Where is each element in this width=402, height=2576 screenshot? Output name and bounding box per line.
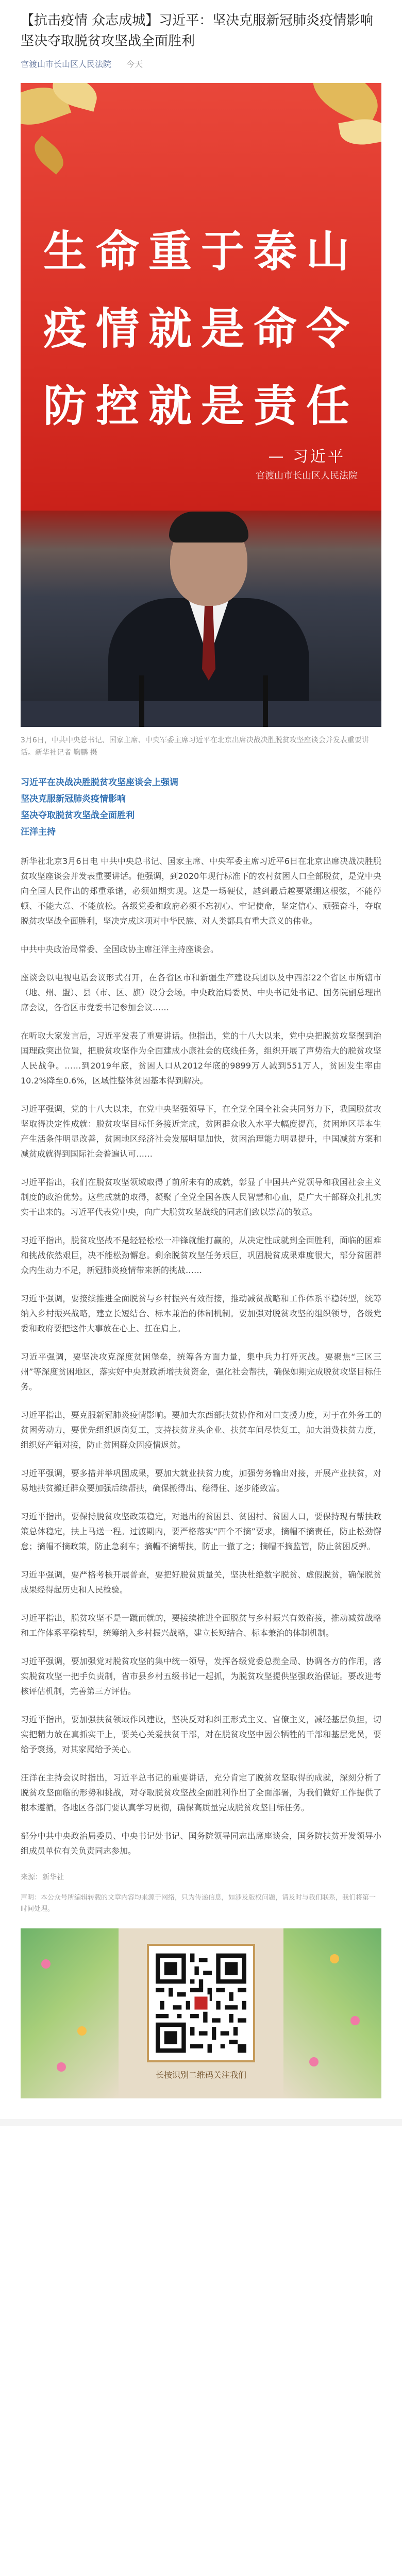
body-paragraph: 习近平指出，要克服新冠肺炎疫情影响。要加大东西部扶贫协作和对口支援力度，对于在外务工的贫困劳动力，要优先组织返岗复工，支持扶贫龙头企业、扶贫车间尽快复工，加大消费扶贫力度，组织好产销对接，防止贫困群众因疫情返贫。 bbox=[21, 1410, 381, 1450]
qr-code[interactable] bbox=[147, 1944, 255, 2062]
body-paragraph: 习近平指出，脱贫攻坚战不是轻轻松松一冲锋就能打赢的，从决定性成就到全面胜利，面临的困难和挑战依然艰巨，决不能松劲懈怠。剩余脱贫攻坚任务艰巨，巩固脱贫成果难度很大，部分贫困群众内生动力不足，新冠肺炎疫情带来新的挑战…… bbox=[21, 1235, 381, 1275]
leaf-decoration bbox=[28, 135, 69, 175]
body-paragraph: 习近平指出，我们在脱贫攻坚领域取得了前所未有的成就，彰显了中国共产党领导和我国社会主义制度的政治优势。这些成就的取得，凝聚了全党全国各族人民智慧和心血，是广大干部群众扎扎实实干出来的。习近平代表党中央，向广大脱贫攻坚战线的同志们致以崇高的敬意。 bbox=[21, 1177, 381, 1217]
microphone-icon bbox=[263, 675, 268, 727]
body-paragraph: 中共中央政治局常委、全国政协主席汪洋主持座谈会。 bbox=[21, 944, 219, 954]
article-title: 【抗击疫情 众志成城】习近平：坚决克服新冠肺炎疫情影响 坚决夺取脱贫攻坚战全面胜利 bbox=[21, 13, 374, 49]
flower-decoration bbox=[77, 2026, 87, 2036]
body-paragraph: 习近平强调，要严格考核开展普查，要把好脱贫质量关，坚决杜绝数字脱贫、虚假脱贫，确保脱贫成果经得起历史和人民检验。 bbox=[21, 1570, 381, 1595]
hero-slogan-line-3: 防控就是责任 bbox=[43, 381, 359, 431]
article-meta bbox=[21, 58, 381, 70]
microphone-icon bbox=[139, 675, 144, 727]
headline-1: 习近平在决战决胜脱贫攻坚座谈会上强调 bbox=[21, 777, 178, 788]
meeting-desk bbox=[21, 701, 381, 727]
body-paragraph: 习近平强调，要加强党对脱贫攻坚的集中统一领导，发挥各级党委总揽全局、协调各方的作用，落实脱贫攻坚一把手负责制，省市县乡村五级书记一起抓，为脱贫攻坚提供坚强政治保证。要改进考核评估机制，完善第三方评估。 bbox=[21, 1656, 381, 1696]
page-footer-bar bbox=[0, 2119, 402, 2126]
body-paragraph: 在听取大家发言后，习近平发表了重要讲话。他指出，党的十八大以来，党中央把脱贫攻坚摆到治国理政突出位置，把脱贫攻坚作为全面建成小康社会的底线任务，组织开展了声势浩大的脱贫攻坚人民战争。……到2019年底，贫困人口从2012年底的9899万人减到551万人，贫困发生率由10.2%降至0.6%，区域性整体贫困基本得到解决。 bbox=[21, 1031, 381, 1086]
publish-date: 今天 bbox=[126, 59, 143, 69]
body-paragraph: 习近平指出，要保持脱贫攻坚政策稳定，对退出的贫困县、贫困村、贫困人口，要保持现有帮扶政策总体稳定，扶上马送一程。过渡期内，要严格落实“四个不摘”要求，摘帽不摘责任，防止松劲懈怠；摘帽不摘政策，防止急刹车；摘帽不摘帮扶，防止一撤了之；摘帽不摘监管，防止贫困反弹。 bbox=[21, 1512, 381, 1551]
account-name-link[interactable]: 官渡山市长山区人民法院 bbox=[21, 59, 112, 69]
body-paragraph: 习近平强调，要接续推进全面脱贫与乡村振兴有效衔接，推动减贫战略和工作体系平稳转型，统筹纳入乡村振兴战略，建立长短结合、标本兼治的体制机制。要加强对脱贫攻坚的组织领导，各级党委和政府要把这件大事放在心上、扛在肩上。 bbox=[21, 1294, 381, 1333]
body-paragraph: 座谈会以电视电话会议形式召开，在各省区市和新疆生产建设兵团以及中西部22个省区市所辖市（地、州、盟）、县（市、区、旗）设分会场。中央政治局委员、中央书记处书记、国务院副总理出席会议，各省区市党委书记参加会议…… bbox=[21, 973, 381, 1012]
speaker-hair bbox=[169, 512, 248, 543]
body-paragraph: 习近平指出，要加强扶贫领域作风建设，坚决反对和纠正形式主义、官僚主义，减轻基层负担，切实把精力放在真抓实干上，要关心关爱扶贫干部，对在脱贫攻坚中因公牺牲的干部和基层党员，要给予褒扬，对其家属给予关心。 bbox=[21, 1715, 381, 1754]
flower-decoration bbox=[330, 1954, 339, 1963]
hero-slogan-line-1: 生命重于泰山 bbox=[43, 226, 359, 277]
flower-decoration bbox=[350, 2016, 360, 2025]
body-paragraph: 习近平强调，党的十八大以来，在党中央坚强领导下，在全党全国全社会共同努力下，我国脱贫攻坚取得决定性成就：脱贫攻坚目标任务接近完成，贫困群众收入水平大幅度提高，贫困地区基本生产生活条件明显改善，贫困地区经济社会发展明显加快，贫困治理能力明显提升，中国减贫方案和减贫成就得到国际社会普遍认可…… bbox=[21, 1104, 381, 1159]
qr-code-icon bbox=[156, 1953, 246, 2054]
article-headings bbox=[21, 774, 381, 840]
qr-label: 长按识别二维码关注我们 bbox=[155, 2070, 246, 2080]
body-paragraph: 习近平指出，脱贫攻坚不是一蹴而就的，要接续推进全面脱贫与乡村振兴有效衔接，推动减贫战略和工作体系平稳转型，统筹纳入乡村振兴战略，建立长短结合、标本兼治的体制机制。 bbox=[21, 1613, 381, 1638]
qr-banner bbox=[21, 1928, 381, 2098]
hero-signature: — 习近平 bbox=[268, 448, 345, 466]
body-paragraph: 部分中共中央政治局委员、中央书记处书记、国务院领导同志出席座谈会，国务院扶贫开发领导小组成员单位有关负责同志参加。 bbox=[21, 1831, 381, 1856]
photo-caption: 3月6日，中共中央总书记、国家主席、中央军委主席习近平在北京出席决战决胜脱贫攻坚座谈会并发表重要讲话。新华社记者 鞠鹏 摄 bbox=[21, 736, 369, 757]
headline-3: 坚决夺取脱贫攻坚战全面胜利 bbox=[21, 810, 135, 821]
disclaimer: 声明：本公众号所编辑转载的文章内容均来源于网络，只为传递信息，如涉及版权问题，请及时与我们联系，我们将第一时间处理。 bbox=[21, 1894, 376, 1913]
hero-watermark: 官渡山市长山区人民法院 bbox=[256, 470, 358, 481]
article-body bbox=[21, 854, 381, 1858]
body-paragraph: 习近平强调，要坚决攻克深度贫困堡垒，统筹各方面力量，集中兵力打歼灭战。要聚焦“三区三州”等深度贫困地区，落实好中央财政新增扶贫资金，强化社会帮扶，确保如期完成脱贫攻坚目标任务。 bbox=[21, 1352, 381, 1392]
body-paragraph: 习近平强调，要多措并举巩固成果，要加大就业扶贫力度，加强劳务输出对接，开展产业扶贫，对易地扶贫搬迁群众要加强后续帮扶，确保搬得出、稳得住、逐步能致富。 bbox=[21, 1468, 381, 1493]
headline-4: 汪洋主持 bbox=[21, 827, 56, 837]
body-paragraph: 新华社北京3月6日电 中共中央总书记、国家主席、中央军委主席习近平6日在北京出席决战决胜脱贫攻坚座谈会并发表重要讲话。他强调，到2020年现行标准下的农村贫困人口全部脱贫，是党中央向全国人民作出的郑重承诺，必须如期实现。这是一场硬仗，越到最后越要紧绷这根弦，不能停顿、不能大意、不能放松。各级党委和政府必须不忘初心、牢记使命，坚定信心、顽强奋斗，夺取脱贫攻坚战全面胜利，坚决完成这项对中华民族、对人类都具有重大意义的伟业。 bbox=[21, 856, 381, 926]
headline-2: 坚决克服新冠肺炎疫情影响 bbox=[21, 794, 126, 804]
hero-slogan-line-2: 疫情就是命令 bbox=[43, 303, 359, 354]
body-paragraph: 汪洋在主持会议时指出，习近平总书记的重要讲话，充分肯定了脱贫攻坚取得的成就，深刻分析了脱贫攻坚面临的形势和挑战，对夺取脱贫攻坚战全面胜利作出了全面部署，为我们做好工作提供了根本遵循。各地区各部门要认真学习贯彻，确保高质量完成脱贫攻坚目标任务。 bbox=[21, 1773, 381, 1812]
source-note: 来源：新华社 bbox=[21, 1873, 64, 1882]
hero-image bbox=[21, 83, 381, 727]
flower-decoration bbox=[309, 2057, 319, 2066]
flower-decoration bbox=[41, 1959, 51, 1969]
leaf-decoration bbox=[338, 115, 381, 149]
